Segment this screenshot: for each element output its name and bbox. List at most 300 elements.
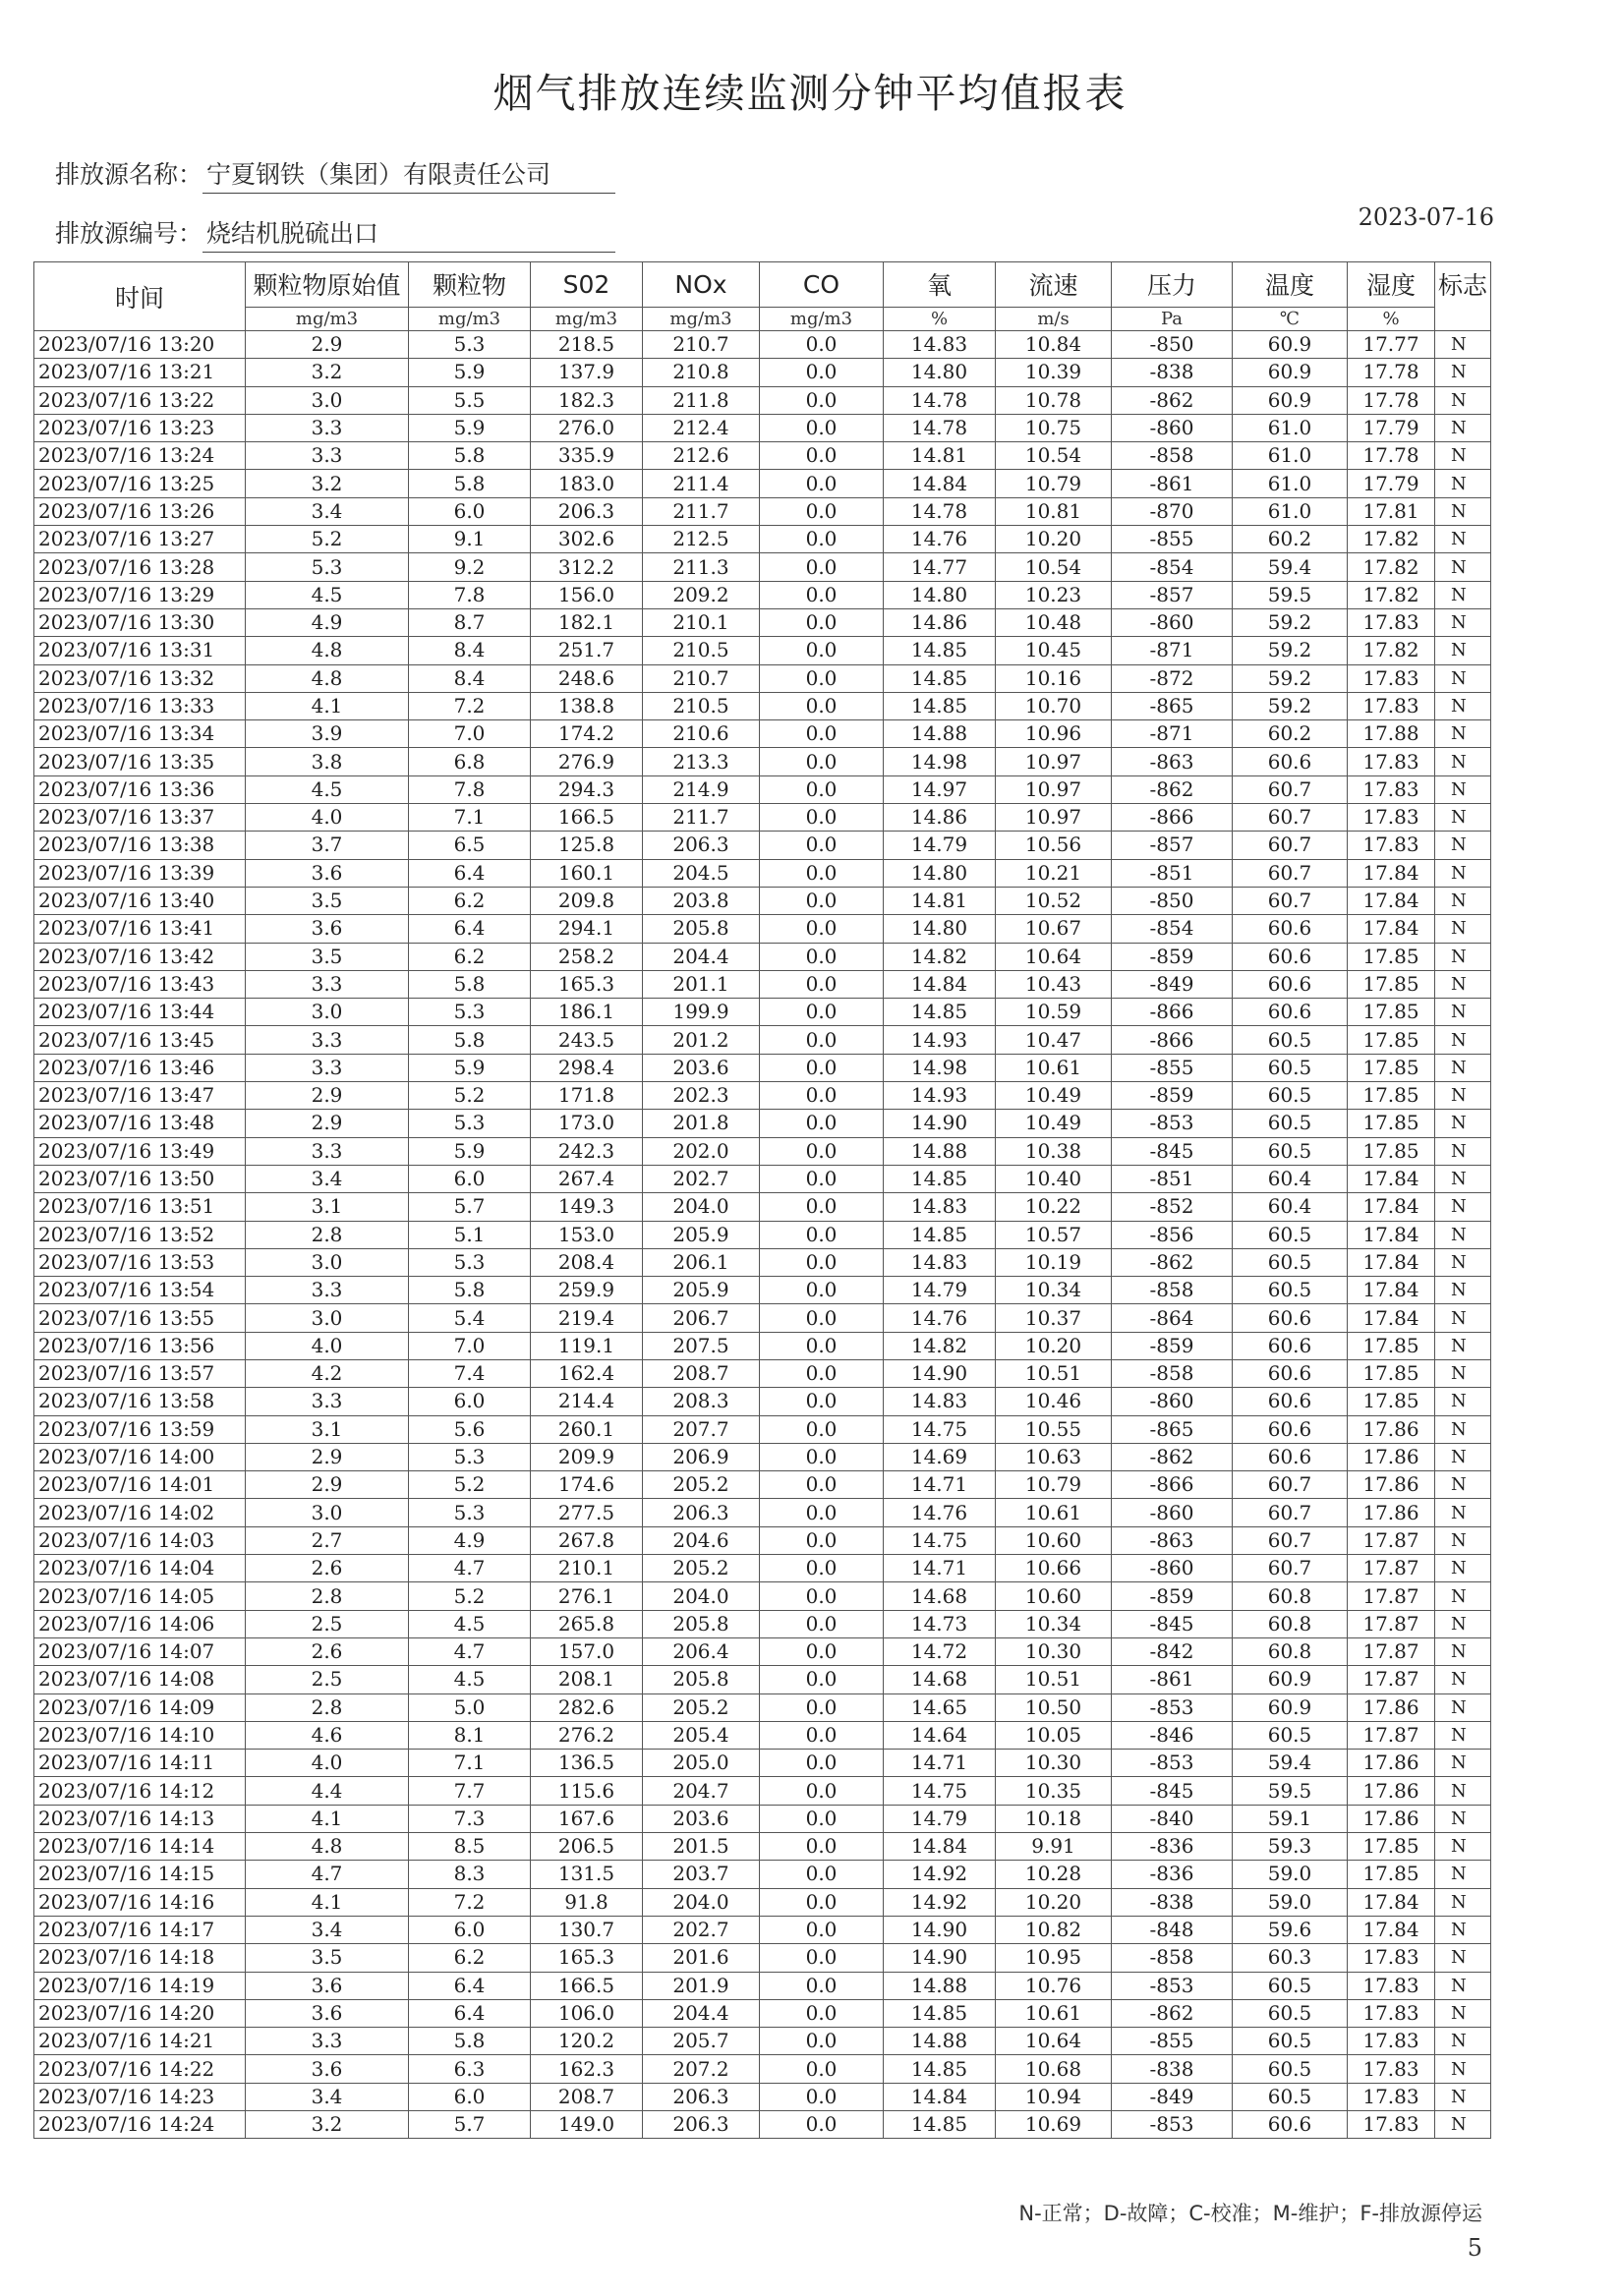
table-cell: 0.0	[760, 1610, 884, 1637]
table-cell: 60.6	[1233, 1332, 1348, 1359]
table-row	[34, 1443, 1491, 1470]
table-cell: N	[1435, 581, 1491, 608]
table-cell: 4.4	[246, 1777, 409, 1805]
table-cell: 60.6	[1233, 748, 1348, 775]
table-cell: 115.6	[531, 1777, 643, 1805]
table-cell: 5.5	[409, 386, 531, 414]
table-cell: 7.1	[409, 804, 531, 832]
table-cell: 60.4	[1233, 1165, 1348, 1192]
source-name-line	[55, 155, 615, 194]
table-cell: 17.82	[1348, 581, 1435, 608]
table-cell: 0.0	[760, 1359, 884, 1387]
table-cell: 5.9	[409, 1054, 531, 1081]
table-cell: 294.3	[531, 775, 643, 803]
table-cell: 2023/07/16 13:28	[34, 553, 246, 581]
table-cell: 201.6	[643, 1944, 760, 1972]
table-cell: 10.54	[996, 442, 1112, 470]
table-cell: 6.4	[409, 1999, 531, 2027]
table-cell: -838	[1112, 1888, 1233, 1916]
table-cell: 59.0	[1233, 1888, 1348, 1916]
table-cell: 60.6	[1233, 915, 1348, 943]
table-cell: 14.85	[884, 999, 996, 1026]
table-cell: 10.64	[996, 943, 1112, 970]
table-cell: 0.0	[760, 664, 884, 692]
table-cell: 17.87	[1348, 1637, 1435, 1665]
table-cell: 2023/07/16 13:33	[34, 692, 246, 719]
table-cell: 2023/07/16 13:57	[34, 1359, 246, 1387]
table-cell: 3.3	[246, 1026, 409, 1054]
table-cell: N	[1435, 1637, 1491, 1665]
table-cell: 14.85	[884, 637, 996, 664]
table-cell: -851	[1112, 1165, 1233, 1192]
table-cell: N	[1435, 1555, 1491, 1582]
table-cell: -864	[1112, 1304, 1233, 1332]
table-cell: N	[1435, 553, 1491, 581]
table-cell: 0.0	[760, 1277, 884, 1304]
table-cell: 2023/07/16 13:23	[34, 414, 246, 441]
table-row	[34, 1332, 1491, 1359]
table-cell: 14.80	[884, 359, 996, 386]
table-cell: 5.8	[409, 1026, 531, 1054]
table-cell: 17.77	[1348, 331, 1435, 359]
table-cell: N	[1435, 1861, 1491, 1888]
table-row	[34, 859, 1491, 887]
table-cell: 17.84	[1348, 1277, 1435, 1304]
table-cell: 243.5	[531, 1026, 643, 1054]
table-cell: N	[1435, 1972, 1491, 1999]
table-cell: 204.0	[643, 1193, 760, 1221]
table-cell: 2023/07/16 13:20	[34, 331, 246, 359]
table-cell: 173.0	[531, 1110, 643, 1137]
table-cell: 2.8	[246, 1693, 409, 1721]
table-cell: 0.0	[760, 1916, 884, 1943]
table-cell: 60.5	[1233, 2083, 1348, 2110]
table-cell: 4.5	[409, 1610, 531, 1637]
table-row	[34, 1026, 1491, 1054]
table-cell: -850	[1112, 331, 1233, 359]
table-row	[34, 1110, 1491, 1137]
table-cell: 10.22	[996, 1193, 1112, 1221]
table-cell: 2.5	[246, 1666, 409, 1693]
table-row	[34, 1499, 1491, 1526]
table-cell: 205.8	[643, 1666, 760, 1693]
table-cell: 3.3	[246, 1277, 409, 1304]
table-cell: 59.0	[1233, 1861, 1348, 1888]
table-cell: 14.85	[884, 1999, 996, 2027]
table-cell: 2023/07/16 13:36	[34, 775, 246, 803]
table-cell: N	[1435, 1415, 1491, 1443]
table-cell: 201.2	[643, 1026, 760, 1054]
table-cell: 17.87	[1348, 1555, 1435, 1582]
table-cell: 60.7	[1233, 859, 1348, 887]
table-cell: 10.61	[996, 1499, 1112, 1526]
table-row	[34, 526, 1491, 553]
table-cell: 0.0	[760, 1165, 884, 1192]
table-cell: 2023/07/16 13:53	[34, 1248, 246, 1276]
table-cell: 17.86	[1348, 1777, 1435, 1805]
table-cell: 17.84	[1348, 887, 1435, 914]
table-cell: -853	[1112, 1750, 1233, 1777]
table-cell: 206.3	[643, 1499, 760, 1526]
table-cell: 201.9	[643, 1972, 760, 1999]
table-cell: 17.87	[1348, 1721, 1435, 1749]
table-cell: 202.7	[643, 1916, 760, 1943]
table-cell: 205.2	[643, 1693, 760, 1721]
table-cell: 10.05	[996, 1721, 1112, 1749]
table-cell: 205.9	[643, 1221, 760, 1248]
table-cell: -853	[1112, 1110, 1233, 1137]
table-cell: 3.5	[246, 887, 409, 914]
table-cell: 0.0	[760, 832, 884, 859]
table-cell: 14.85	[884, 692, 996, 719]
table-cell: 91.8	[531, 1888, 643, 1916]
table-cell: -853	[1112, 1693, 1233, 1721]
table-cell: 149.0	[531, 2111, 643, 2139]
table-cell: 8.4	[409, 637, 531, 664]
table-cell: 60.6	[1233, 1388, 1348, 1415]
table-row	[34, 553, 1491, 581]
table-cell: 10.61	[996, 1999, 1112, 2027]
table-cell: 17.83	[1348, 2055, 1435, 2083]
table-cell: 60.9	[1233, 1693, 1348, 1721]
table-cell: 14.64	[884, 1721, 996, 1749]
table-cell: 59.6	[1233, 1916, 1348, 1943]
table-cell: 199.9	[643, 999, 760, 1026]
table-cell: N	[1435, 1805, 1491, 1832]
table-cell: 4.5	[246, 775, 409, 803]
table-cell: N	[1435, 943, 1491, 970]
table-cell: 10.96	[996, 720, 1112, 748]
table-cell: N	[1435, 470, 1491, 497]
table-cell: 251.7	[531, 637, 643, 664]
table-cell: 166.5	[531, 1972, 643, 1999]
column-header: 颗粒物原始值	[246, 262, 409, 308]
table-cell: 2023/07/16 14:02	[34, 1499, 246, 1526]
table-cell: 7.1	[409, 1750, 531, 1777]
table-cell: 2023/07/16 14:18	[34, 1944, 246, 1972]
table-cell: 14.88	[884, 1137, 996, 1165]
table-cell: 2.6	[246, 1555, 409, 1582]
table-cell: 14.65	[884, 1693, 996, 1721]
table-row	[34, 2083, 1491, 2110]
table-row	[34, 1248, 1491, 1276]
table-cell: 162.4	[531, 1359, 643, 1387]
table-cell: -860	[1112, 1555, 1233, 1582]
table-cell: 211.7	[643, 804, 760, 832]
table-cell: N	[1435, 664, 1491, 692]
table-cell: N	[1435, 1833, 1491, 1861]
table-cell: -857	[1112, 832, 1233, 859]
table-cell: -865	[1112, 1415, 1233, 1443]
table-cell: 17.79	[1348, 470, 1435, 497]
table-cell: 14.90	[884, 1359, 996, 1387]
table-cell: 2023/07/16 14:03	[34, 1526, 246, 1554]
table-cell: 4.1	[246, 692, 409, 719]
table-cell: 10.47	[996, 1026, 1112, 1054]
table-cell: -866	[1112, 1471, 1233, 1499]
table-row	[34, 1861, 1491, 1888]
table-cell: 2023/07/16 13:39	[34, 859, 246, 887]
table-cell: 0.0	[760, 1304, 884, 1332]
table-cell: 2023/07/16 14:01	[34, 1471, 246, 1499]
table-cell: 5.2	[409, 1582, 531, 1610]
table-cell: 14.86	[884, 608, 996, 636]
column-header: S02	[531, 262, 643, 308]
table-cell: -853	[1112, 1972, 1233, 1999]
table-cell: 61.0	[1233, 414, 1348, 441]
table-cell: 0.0	[760, 2083, 884, 2110]
table-cell: 17.82	[1348, 526, 1435, 553]
table-cell: 10.40	[996, 1165, 1112, 1192]
table-cell: 14.73	[884, 1610, 996, 1637]
table-cell: N	[1435, 637, 1491, 664]
table-cell: 10.39	[996, 359, 1112, 386]
table-cell: 10.20	[996, 526, 1112, 553]
table-cell: 9.91	[996, 1833, 1112, 1861]
table-cell: 10.20	[996, 1332, 1112, 1359]
table-cell: 17.83	[1348, 1972, 1435, 1999]
table-cell: 208.7	[643, 1359, 760, 1387]
table-cell: 60.7	[1233, 887, 1348, 914]
table-row	[34, 1221, 1491, 1248]
table-cell: 14.90	[884, 1110, 996, 1137]
table-cell: 4.8	[246, 664, 409, 692]
table-cell: 10.57	[996, 1221, 1112, 1248]
table-cell: 0.0	[760, 1193, 884, 1221]
table-cell: -871	[1112, 637, 1233, 664]
table-cell: 6.2	[409, 887, 531, 914]
table-cell: 60.8	[1233, 1582, 1348, 1610]
column-header: CO	[760, 262, 884, 308]
table-cell: -866	[1112, 804, 1233, 832]
table-cell: -849	[1112, 2083, 1233, 2110]
table-cell: 10.51	[996, 1359, 1112, 1387]
table-row	[34, 1666, 1491, 1693]
table-cell: 10.16	[996, 664, 1112, 692]
table-cell: 2023/07/16 13:48	[34, 1110, 246, 1137]
table-cell: 207.2	[643, 2055, 760, 2083]
table-cell: 60.2	[1233, 720, 1348, 748]
table-cell: 10.23	[996, 581, 1112, 608]
table-cell: 10.61	[996, 1054, 1112, 1081]
table-cell: 205.0	[643, 1750, 760, 1777]
table-cell: 276.9	[531, 748, 643, 775]
table-cell: 59.5	[1233, 1777, 1348, 1805]
table-cell: 206.4	[643, 1637, 760, 1665]
table-cell: 0.0	[760, 1944, 884, 1972]
table-cell: 0.0	[760, 331, 884, 359]
table-cell: 0.0	[760, 1026, 884, 1054]
table-cell: 211.4	[643, 470, 760, 497]
table-cell: 0.0	[760, 915, 884, 943]
table-row	[34, 1471, 1491, 1499]
table-cell: 17.84	[1348, 1165, 1435, 1192]
table-cell: 3.3	[246, 1054, 409, 1081]
table-cell: 17.83	[1348, 1944, 1435, 1972]
table-cell: 17.84	[1348, 859, 1435, 887]
table-cell: 3.3	[246, 970, 409, 998]
table-cell: 2023/07/16 14:20	[34, 1999, 246, 2027]
table-cell: 2.9	[246, 1443, 409, 1470]
table-cell: 203.6	[643, 1054, 760, 1081]
table-cell: 4.0	[246, 804, 409, 832]
table-cell: 171.8	[531, 1082, 643, 1110]
table-cell: -858	[1112, 1944, 1233, 1972]
table-cell: 0.0	[760, 1471, 884, 1499]
table-cell: 17.86	[1348, 1499, 1435, 1526]
table-cell: 60.6	[1233, 999, 1348, 1026]
table-cell: -861	[1112, 470, 1233, 497]
table-cell: 2023/07/16 14:07	[34, 1637, 246, 1665]
table-cell: 14.85	[884, 1221, 996, 1248]
table-cell: -858	[1112, 1359, 1233, 1387]
table-cell: 282.6	[531, 1693, 643, 1721]
table-cell: -863	[1112, 1526, 1233, 1554]
table-cell: 130.7	[531, 1916, 643, 1943]
table-cell: 8.3	[409, 1861, 531, 1888]
table-cell: -838	[1112, 2055, 1233, 2083]
table-cell: 2023/07/16 13:38	[34, 832, 246, 859]
table-cell: 5.6	[409, 1415, 531, 1443]
table-cell: 5.9	[409, 414, 531, 441]
table-cell: 17.84	[1348, 1888, 1435, 1916]
table-cell: N	[1435, 1054, 1491, 1081]
table-cell: 214.9	[643, 775, 760, 803]
table-row	[34, 1555, 1491, 1582]
table-cell: 10.76	[996, 1972, 1112, 1999]
table-cell: 10.82	[996, 1916, 1112, 1943]
table-cell: 2023/07/16 14:00	[34, 1443, 246, 1470]
table-cell: 10.54	[996, 553, 1112, 581]
table-cell: 9.1	[409, 526, 531, 553]
table-cell: 6.5	[409, 832, 531, 859]
table-cell: 5.3	[409, 331, 531, 359]
table-cell: 4.5	[246, 581, 409, 608]
table-cell: 0.0	[760, 359, 884, 386]
table-cell: 5.8	[409, 1277, 531, 1304]
table-cell: 17.78	[1348, 442, 1435, 470]
table-cell: 61.0	[1233, 442, 1348, 470]
table-cell: 5.3	[409, 1110, 531, 1137]
table-cell: 17.86	[1348, 1750, 1435, 1777]
table-cell: 17.84	[1348, 1304, 1435, 1332]
table-cell: 3.4	[246, 1165, 409, 1192]
table-cell: 10.30	[996, 1750, 1112, 1777]
table-cell: 14.78	[884, 386, 996, 414]
table-cell: -862	[1112, 1248, 1233, 1276]
table-cell: 206.5	[531, 1833, 643, 1861]
table-cell: 17.85	[1348, 999, 1435, 1026]
table-cell: 202.3	[643, 1082, 760, 1110]
table-cell: -845	[1112, 1777, 1233, 1805]
table-cell: 0.0	[760, 1861, 884, 1888]
table-cell: 60.5	[1233, 1999, 1348, 2027]
table-cell: 206.3	[531, 497, 643, 525]
table-header	[34, 262, 1491, 331]
table-cell: N	[1435, 2111, 1491, 2139]
table-cell: 14.78	[884, 414, 996, 441]
table-cell: 60.7	[1233, 1499, 1348, 1526]
table-cell: 0.0	[760, 1137, 884, 1165]
table-cell: 174.6	[531, 1471, 643, 1499]
table-cell: 2023/07/16 13:43	[34, 970, 246, 998]
table-cell: 14.77	[884, 553, 996, 581]
table-cell: 17.83	[1348, 1999, 1435, 2027]
table-cell: 2023/07/16 13:35	[34, 748, 246, 775]
table-cell: 10.34	[996, 1277, 1112, 1304]
column-header: 湿度	[1348, 262, 1435, 308]
table-cell: 7.3	[409, 1805, 531, 1832]
table-cell: -855	[1112, 1054, 1233, 1081]
table-cell: 59.2	[1233, 637, 1348, 664]
table-cell: 2023/07/16 13:51	[34, 1193, 246, 1221]
table-cell: N	[1435, 859, 1491, 887]
table-cell: 17.83	[1348, 775, 1435, 803]
table-cell: 204.4	[643, 1999, 760, 2027]
table-cell: 0.0	[760, 553, 884, 581]
table-cell: 17.86	[1348, 1471, 1435, 1499]
table-cell: 14.81	[884, 442, 996, 470]
table-cell: 17.85	[1348, 1137, 1435, 1165]
table-cell: 210.7	[643, 331, 760, 359]
table-cell: 138.8	[531, 692, 643, 719]
table-cell: 60.8	[1233, 1637, 1348, 1665]
column-unit: mg/m3	[409, 307, 531, 330]
table-cell: 61.0	[1233, 497, 1348, 525]
table-cell: 166.5	[531, 804, 643, 832]
table-cell: 14.81	[884, 887, 996, 914]
table-cell: 3.1	[246, 1415, 409, 1443]
table-cell: -852	[1112, 1193, 1233, 1221]
table-cell: 2023/07/16 14:17	[34, 1916, 246, 1943]
table-cell: 17.78	[1348, 386, 1435, 414]
source-code-label: 排放源编号：	[55, 219, 203, 248]
table-cell: 131.5	[531, 1861, 643, 1888]
table-cell: 60.9	[1233, 386, 1348, 414]
column-header: 温度	[1233, 262, 1348, 308]
table-cell: 17.85	[1348, 1861, 1435, 1888]
table-cell: 276.2	[531, 1721, 643, 1749]
table-cell: 210.6	[643, 720, 760, 748]
table-cell: 205.8	[643, 915, 760, 943]
table-cell: 4.0	[246, 1750, 409, 1777]
column-header: NOx	[643, 262, 760, 308]
table-cell: 7.4	[409, 1359, 531, 1387]
table-cell: 14.84	[884, 2083, 996, 2110]
table-cell: 2023/07/16 14:05	[34, 1582, 246, 1610]
table-cell: N	[1435, 1471, 1491, 1499]
flag-legend: N-正常；D-故障；C-校准；M-维护；F-排放源停运	[1018, 2202, 1482, 2225]
table-cell: 14.75	[884, 1415, 996, 1443]
table-cell: 17.85	[1348, 1054, 1435, 1081]
table-cell: 0.0	[760, 1888, 884, 1916]
table-cell: -845	[1112, 1137, 1233, 1165]
table-cell: 3.2	[246, 2111, 409, 2139]
table-cell: -845	[1112, 1610, 1233, 1637]
table-cell: 6.0	[409, 1388, 531, 1415]
table-cell: 14.79	[884, 1805, 996, 1832]
table-cell: 5.8	[409, 470, 531, 497]
table-cell: 4.9	[409, 1526, 531, 1554]
table-cell: 17.83	[1348, 2111, 1435, 2139]
table-cell: 14.85	[884, 2111, 996, 2139]
table-cell: 186.1	[531, 999, 643, 1026]
table-row	[34, 1359, 1491, 1387]
table-cell: N	[1435, 2083, 1491, 2110]
table-cell: 0.0	[760, 497, 884, 525]
table-cell: 0.0	[760, 1388, 884, 1415]
table-cell: 59.1	[1233, 1805, 1348, 1832]
